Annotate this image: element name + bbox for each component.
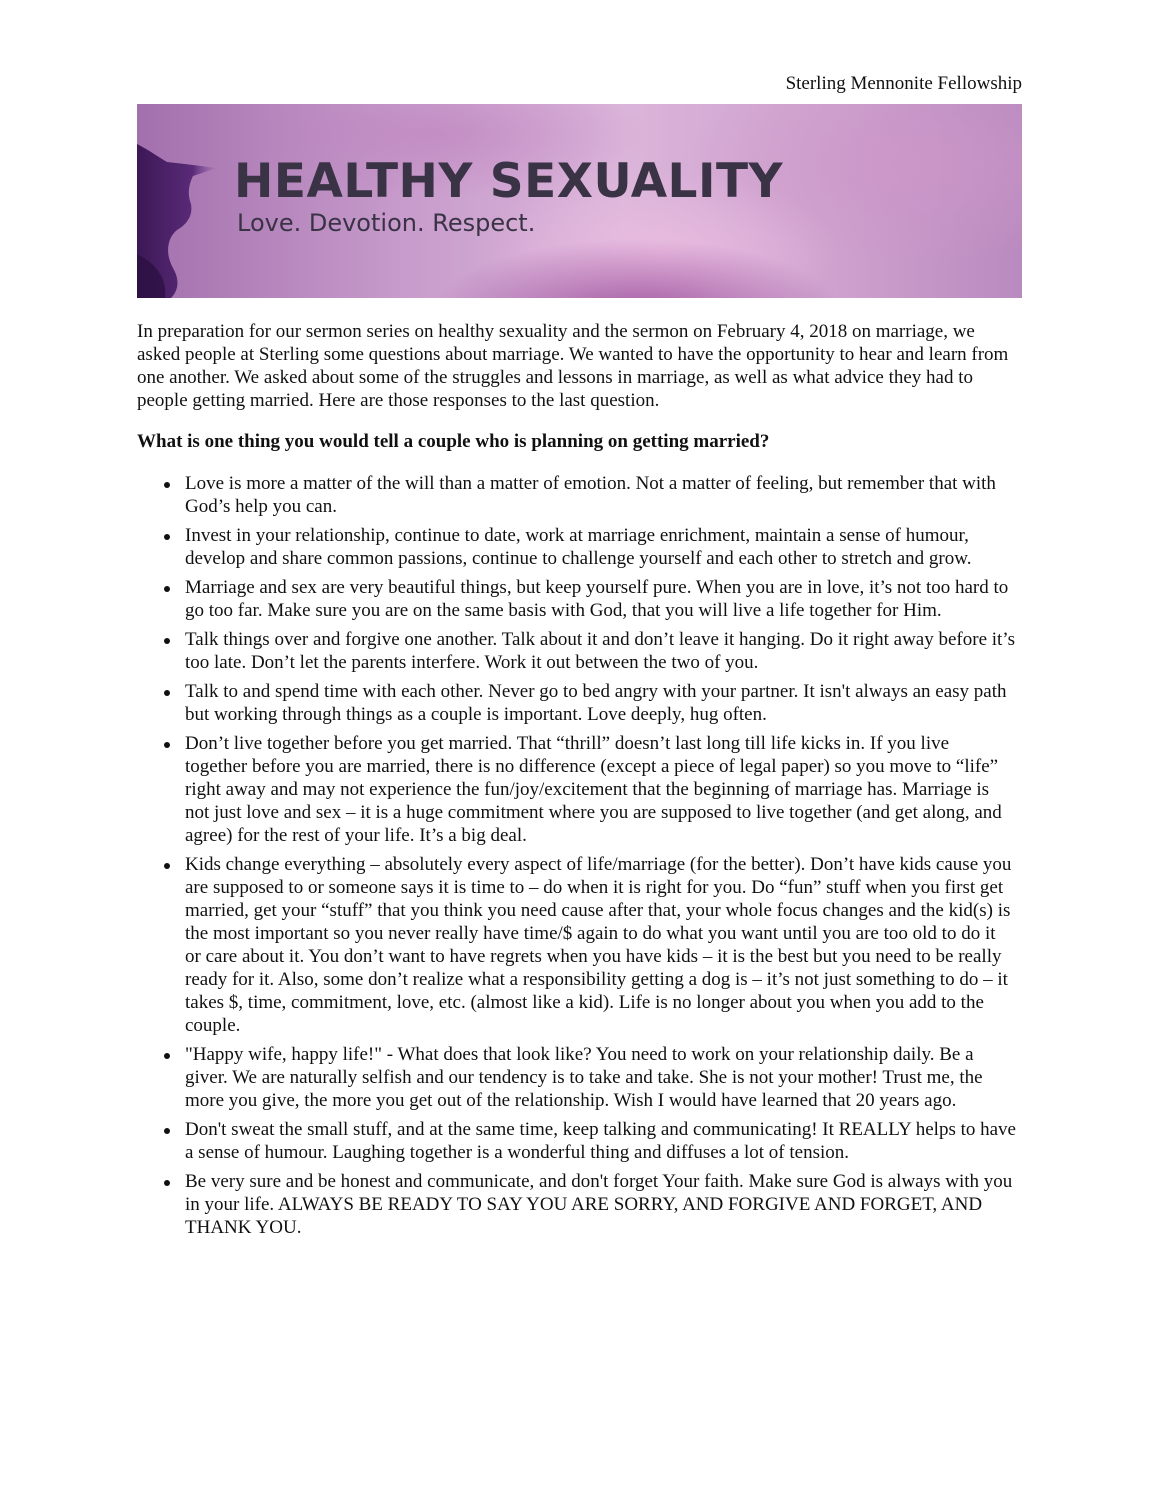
response-text: Kids change everything – absolutely every aspect of life/marriage (for the better). Don’t have kids cause you are supposed to or someone says it is time to – do when it is right for you. Do “fun” stuff when you first get married, get your “stuff” that you think you need cause after that, your whole focus changes and the kid(s) is the most important so you never really have time/$ again to do what you want until you are too old to do it or care about it. You don’t want to have regrets when you have kids – it is the best but you need to be really ready for it. Also, some don’t realize what a responsibility getting a dog is – it’s not just something to do – it takes $, time, commitment, love, etc. (almost like a kid). Life is no longer about you when you add to the couple. bbox=[185, 854, 1012, 1036]
organization-name: Sterling Mennonite Fellowship bbox=[785, 73, 1022, 94]
question-heading: What is one thing you would tell a couple who is planning on getting married? bbox=[137, 431, 770, 452]
list-item bbox=[185, 1043, 1022, 1112]
bullet-icon bbox=[164, 1180, 170, 1186]
response-text: Talk things over and forgive one another. Talk about it and don’t leave it hanging. Do it right away before it’s too late. Don’t let the parents interfere. Work it out between the two of you. bbox=[185, 629, 1015, 673]
list-item bbox=[185, 853, 1022, 1037]
intro-paragraph: In preparation for our sermon series on healthy sexuality and the sermon on February 4, 2018 on marriage, we asked people at Sterling some questions about marriage. We wanted to have the opportunity to hear and learn from one another. We asked about some of the struggles and lessons in marriage, as well as what advice they had to people getting married. Here are those responses to the last question. bbox=[137, 321, 1009, 411]
list-item bbox=[185, 576, 1022, 622]
list-item bbox=[185, 524, 1022, 570]
list-item bbox=[185, 1118, 1022, 1164]
list-item bbox=[185, 732, 1022, 847]
response-text: Marriage and sex are very beautiful things, but keep yourself pure. When you are in love, it’s not too hard to go too far. Make sure you are on the same basis with God, that you will live a life together for Him. bbox=[185, 577, 1009, 621]
document-body bbox=[137, 320, 1022, 1245]
banner-flare bbox=[427, 238, 847, 298]
banner-image bbox=[137, 104, 1022, 298]
bullet-icon bbox=[164, 742, 170, 748]
banner-tagline: Love. Devotion. Respect. bbox=[237, 209, 536, 237]
list-item bbox=[185, 628, 1022, 674]
response-text: Don't sweat the small stuff, and at the same time, keep talking and communicating! It REALLY helps to have a sense of humour. Laughing together is a wonderful thing and diffuses a lot of tension. bbox=[185, 1119, 1016, 1163]
bullet-icon bbox=[164, 534, 170, 540]
responses-list bbox=[137, 472, 1022, 1239]
banner-title: HEALTHY SEXUALITY bbox=[234, 154, 784, 209]
bullet-icon bbox=[164, 863, 170, 869]
bullet-icon bbox=[164, 586, 170, 592]
response-text: Invest in your relationship, continue to date, work at marriage enrichment, maintain a sense of humour, develop and share common passions, continue to challenge yourself and each other to stretch and grow. bbox=[185, 525, 972, 569]
list-item bbox=[185, 1170, 1022, 1239]
response-text: Talk to and spend time with each other. Never go to bed angry with your partner. It isn't always an easy path but working through things as a couple is important. Love deeply, hug often. bbox=[185, 681, 1007, 725]
bullet-icon bbox=[164, 638, 170, 644]
bullet-icon bbox=[164, 690, 170, 696]
list-item bbox=[185, 680, 1022, 726]
response-text: "Happy wife, happy life!" - What does that look like? You need to work on your relationship daily. Be a giver. We are naturally selfish and our tendency is to take and take. She is not your mother! Trust me, the more you give, the more you get out of the relationship. Wish I would have learned that 20 years ago. bbox=[185, 1044, 983, 1111]
response-text: Be very sure and be honest and communicate, and don't forget Your faith. Make sure God is always with you in your life. ALWAYS BE READY TO SAY YOU ARE SORRY, AND FORGIVE AND FORGET, AND THANK YOU. bbox=[185, 1171, 1013, 1238]
bullet-icon bbox=[164, 1128, 170, 1134]
list-item bbox=[185, 472, 1022, 518]
bullet-icon bbox=[164, 482, 170, 488]
bullet-icon bbox=[164, 1053, 170, 1059]
response-text: Don’t live together before you get married. That “thrill” doesn’t last long till life kicks in. If you live together before you are married, there is no difference (except a piece of legal paper) so you move to “life” right away and may not experience the fun/joy/excitement that the beginning of marriage has. Marriage is not just love and sex – it is a huge commitment where you are supposed to live together (and get along, and agree) for the rest of your life. It’s a big deal. bbox=[185, 733, 1002, 846]
response-text: Love is more a matter of the will than a matter of emotion. Not a matter of feeling, but remember that with God’s help you can. bbox=[185, 473, 996, 517]
